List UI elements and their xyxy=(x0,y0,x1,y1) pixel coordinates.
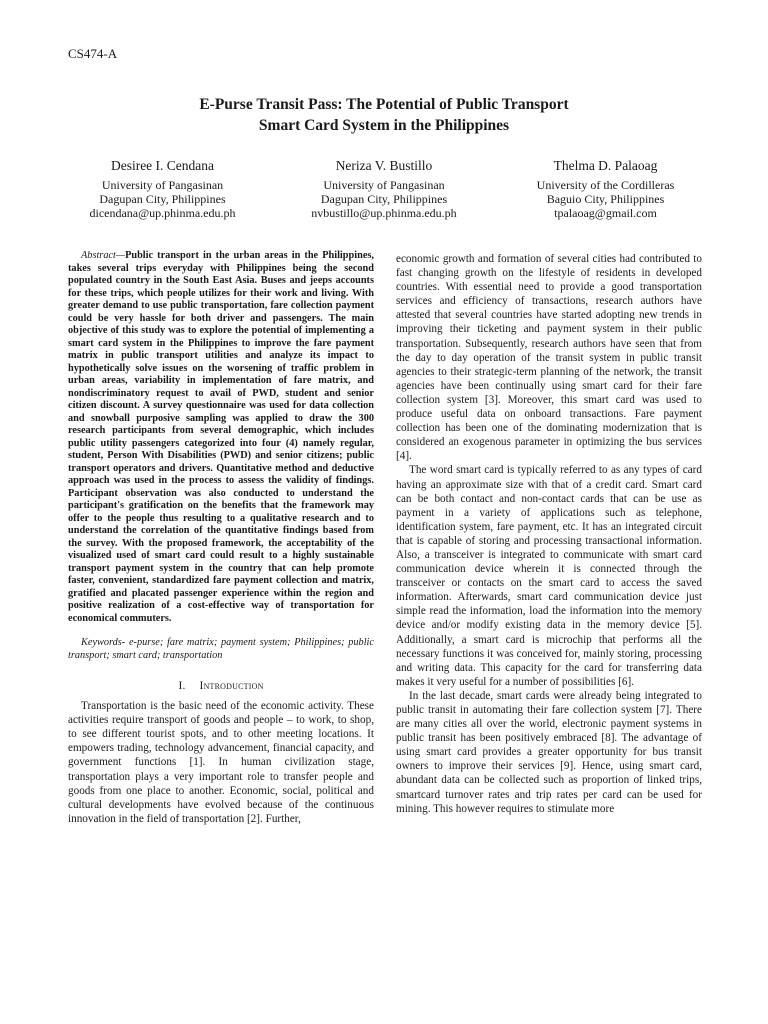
author-3 xyxy=(503,159,708,220)
author-location: Baguio City, Philippines xyxy=(546,192,665,206)
author-email: dicendana@up.phinma.edu.ph xyxy=(89,206,236,220)
paper-title xyxy=(0,94,768,136)
section-heading xyxy=(68,679,374,693)
author-affiliation: University of Pangasinan xyxy=(101,178,224,192)
left-column xyxy=(68,250,374,826)
author-1 xyxy=(60,159,265,220)
author-block xyxy=(60,159,708,220)
title-line-2: Smart Card System in the Philippines xyxy=(258,117,510,134)
title-line-1: E-Purse Transit Pass: The Potential of Public Transport xyxy=(199,96,569,113)
document-code: CS474-A xyxy=(68,46,118,61)
author-location: Dagupan City, Philippines xyxy=(320,192,448,206)
abstract xyxy=(68,250,374,625)
author-name: Neriza V. Bustillo xyxy=(335,158,433,173)
abstract-label: Abstract— xyxy=(81,250,126,261)
body-paragraph-3: In the last decade, smart cards were already being integrated to public transit in automating their fare collection system [7]. There are many cities all over the world, electronic payment systems in public transit has been positively embraced [8]. The advantage of using smart card provides a greater opportunity for bus transit owners to improve their services [9]. Hence, using smart card, abundant data can be collected such as proportion of linked trips, smartcard turnover rates and trip rates per card can be used for mining. This however requires to stimulate more xyxy=(396,689,702,815)
body-paragraph-2: The word smart card is typically referred to as any types of card having an approximate size with that of a credit card. Smart card can be both contact and non-contact cards that can be use as payment in a variety of applications such as telephone, identification system, fare payment, etc. It has an integrated circuit that is capable of storing and processing transactional information. Also, a transceiver is integrated to communicate with smart card communication device wherein it is connected through the transceiver or contacts on the smart card to access the saved information. Afterwards, smart card communication device just simple read the information, load the information into the memory device and/or modify existing data in the memory device [5]. Additionally, a smart card is microchip that performs all the necessary functions it was conceived for, mainly storing, processing and writing data. This capacity for the card for transferring data makes it very useful for a number of possibilities [6]. xyxy=(396,464,702,688)
author-email: nvbustillo@up.phinma.edu.ph xyxy=(311,206,457,220)
right-column xyxy=(396,252,702,816)
section-title: Introduction xyxy=(199,680,264,692)
author-name: Desiree I. Cendana xyxy=(110,158,215,173)
abstract-text: Public transport in the urban areas in the Philippines, takes several trips everyday with Philippines being the second populated country in the South East Asia. Buses and jeeps accounts for these trips, which people utilizes for their work and living. With greater demand to use public transportation, fare collection payment could be very hassle for both driver and passengers. The main objective of this study was to explore the potential of implementing a smart card system in the Philippines to improve the fare payment matrix in public transport utilities and analyze its impact to hypothetically solve issues on the worsening of traffic problem in urban areas, variability in implementation of fare matrix, and nondiscriminatory request to avail of PWD, student and senior citizen discount. A survey questionnaire was used for data collection and snowball purposive sampling was applied to draw the 300 research participants from several demographic, which includes public utility passengers categorized into four (4) namely regular, student, Person With Disabilities (PWD) and senior citizens; public transport operators and drivers. Quantitative method and deductive approach was used in the process to assess the validity of findings. Participant observation was also conducted to understand the participant's gratification on the benefits that the framework may offer to the people thus resulting to a qualitative research and to understand the correlation of the quantitative findings based from the survey. With the proposed framework, the acceptability of the visualized used of smart card could result to a highly sustainable transport payment system in the country that can help promote faster, convenient, standardized fare payment collection and matrix, gratified and placated passenger experience within the region and positive realization of a cost-effective way of transportation for economical commuters. xyxy=(68,250,374,624)
keywords: Keywords- e-purse; fare matrix; payment system; Philippines; public transport; smart card; transportation xyxy=(68,637,374,661)
author-name: Thelma D. Palaoag xyxy=(553,158,658,173)
body-paragraph-1: economic growth and formation of several cities had contributed to fast changing growth on the lifestyle of residents in developed countries. With essential need to provide a good transportation services and efficiency of transactions, research authors have attested that several countries have started adopting new trends in improving their ticketing and payment system in their public transportation. Subsequently, research authors have seen that from the day to day operation of the transit system in public transit agencies to their strategic-term planning of the network, the transit agencies have been continually using smart card for their fare collection system [3]. Moreover, this smart card was used to produce useful data on onboard transactions. Fare payment collection has been one of the dominating modernization that is considered an exogenous parameter in optimizing the bus services [4]. xyxy=(396,253,702,463)
author-affiliation: University of Pangasinan xyxy=(323,178,445,192)
author-2 xyxy=(282,159,487,220)
author-email: tpalaoag@gmail.com xyxy=(554,206,657,220)
section-number: I. xyxy=(178,680,186,692)
intro-paragraph: Transportation is the basic need of the economic activity. These activities require transport of goods and people – to work, to shop, to see different tourist spots, and to other meeting locations. It empowers trading, technology advancement, financial capacity, and government functions [1]. In human civilization stage, transportation plays a very important role to transfer people and goods from one place to another. Economic, social, political and cultural developments have evolved because of the continuous innovation in the field of transportation [2]. Further, xyxy=(68,700,374,825)
author-location: Dagupan City, Philippines xyxy=(99,192,226,206)
author-affiliation: University of the Cordilleras xyxy=(536,178,675,192)
